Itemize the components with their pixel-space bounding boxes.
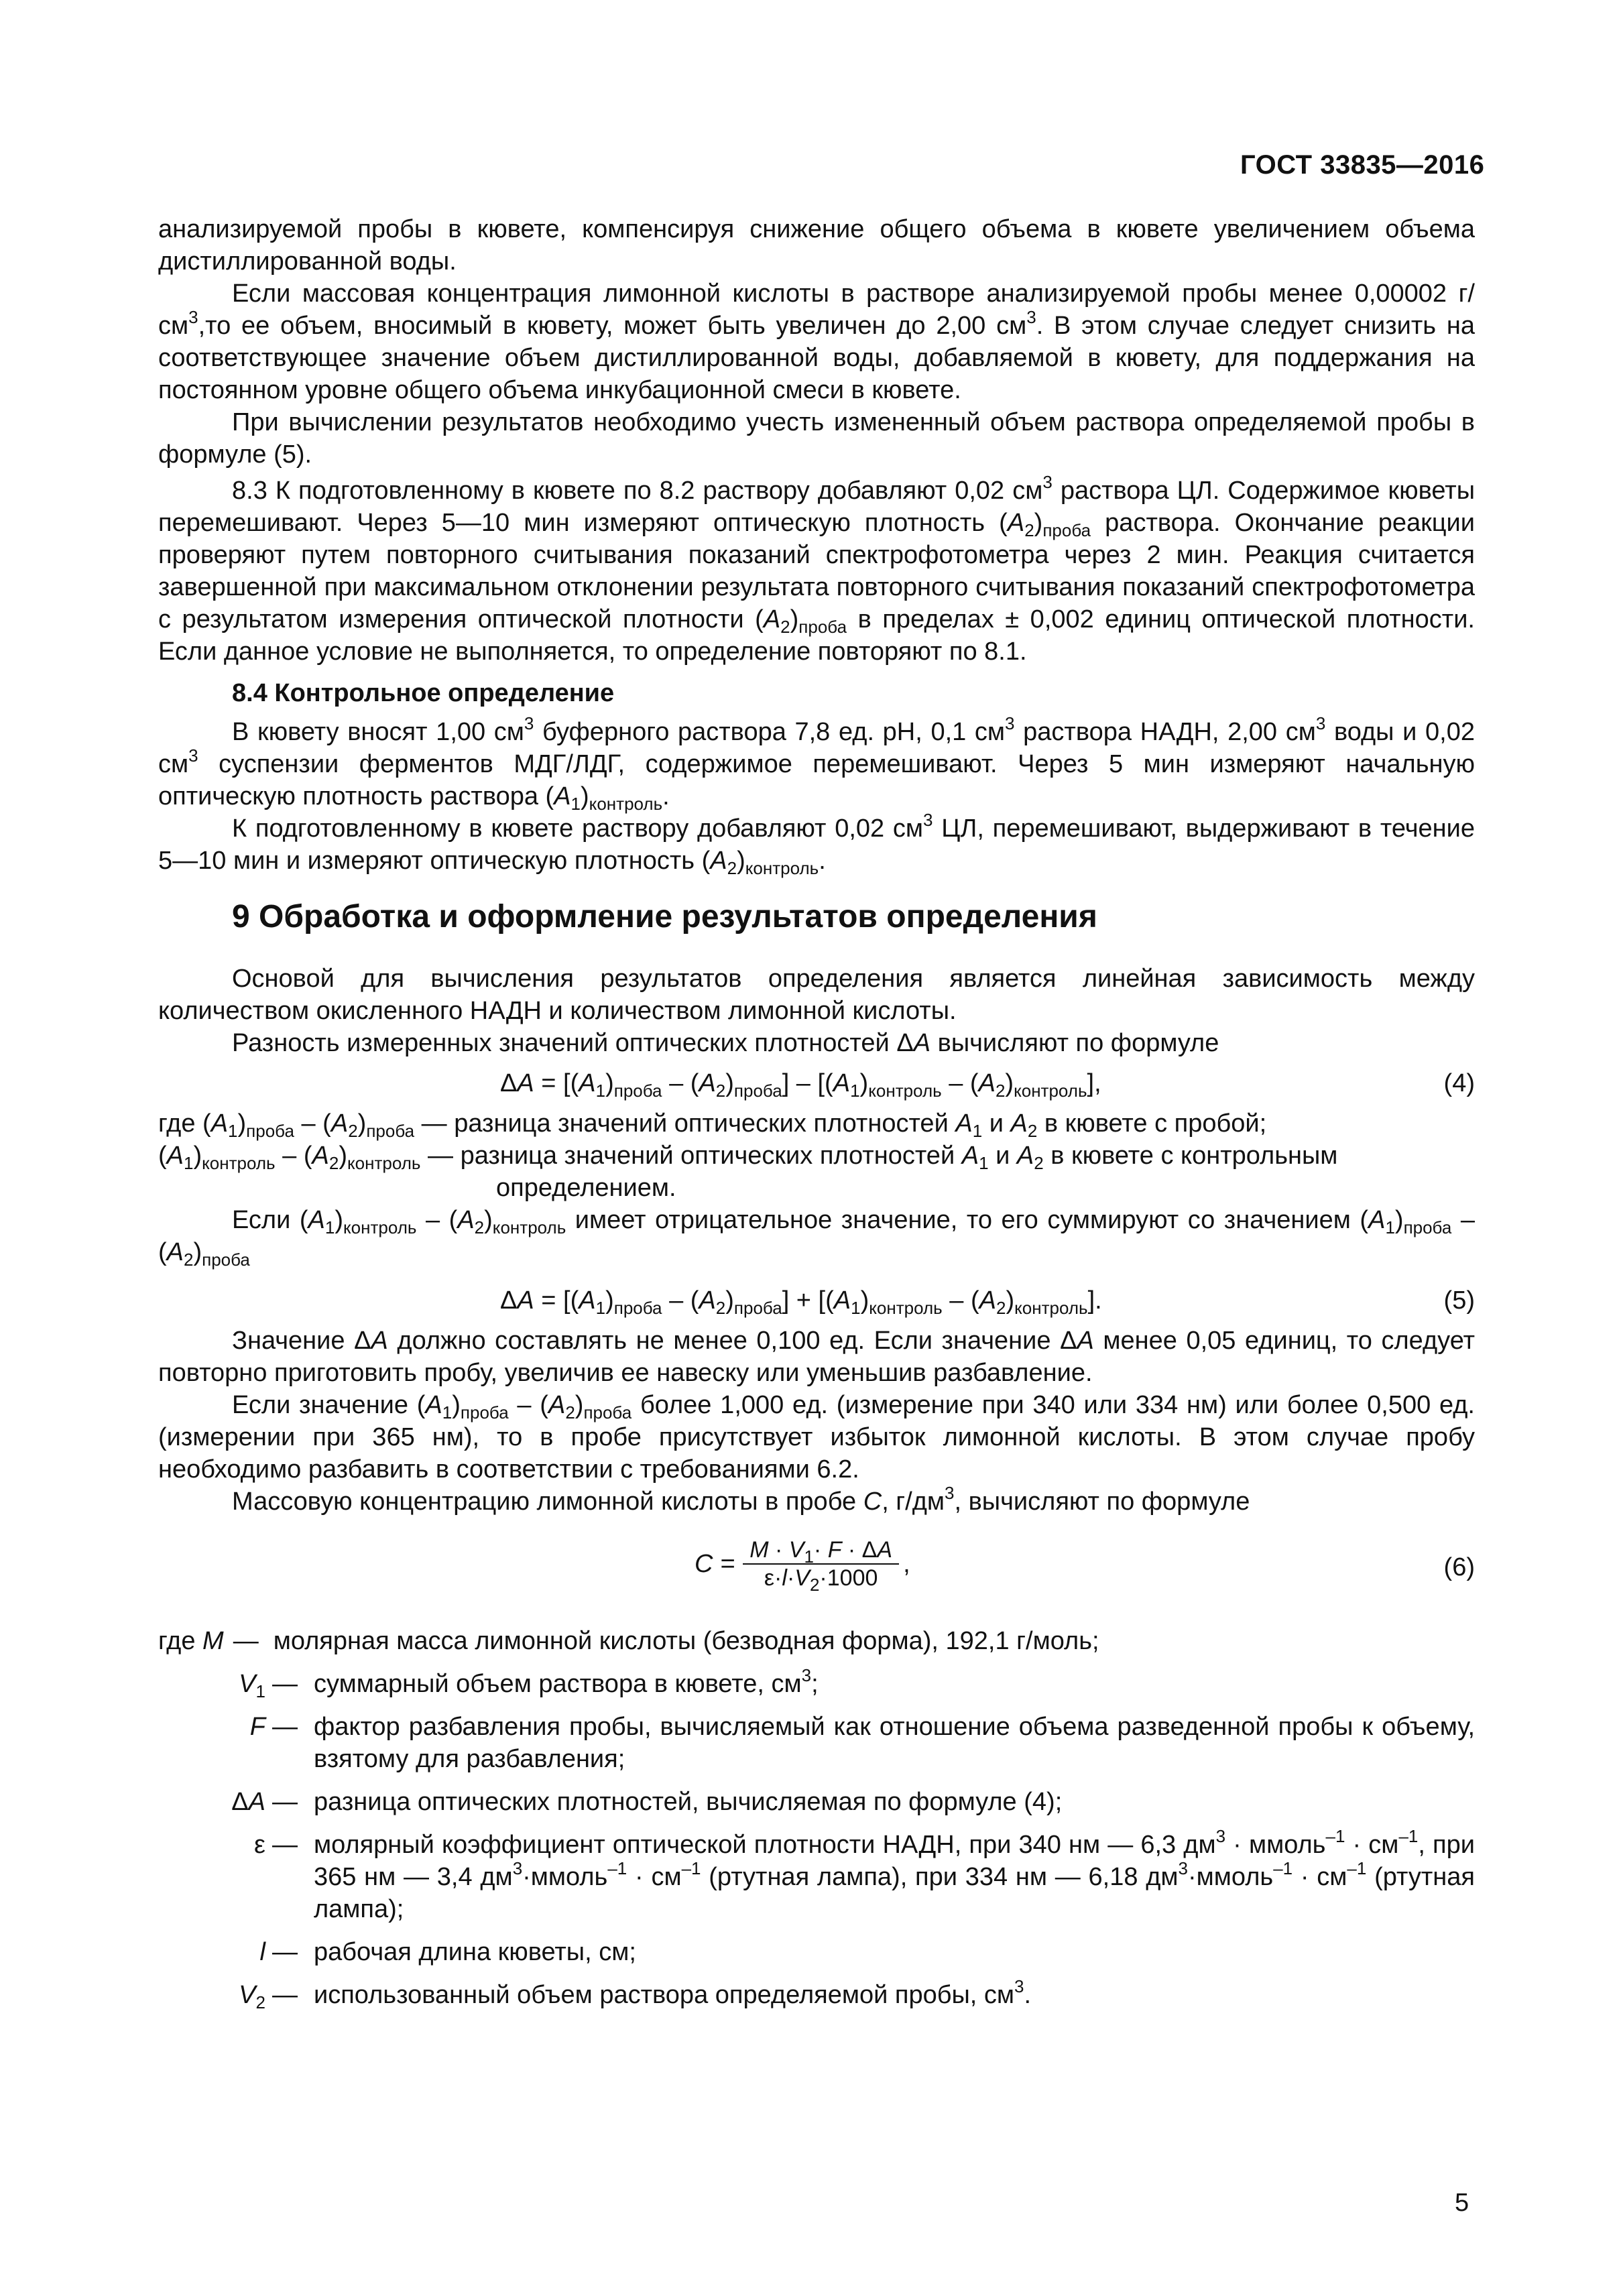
document-body bbox=[158, 213, 1475, 2022]
definition-item: ε — молярный коэффициент оптической плотности НАДН, при 340 нм — 6,3 $дм^3$ · ммоль$^{-1}$ · $см^{-1}$, при 365 нм — 3,4 $дм^3\cdot ммоль^{-1} \cdot см^{-1}$ (ртутная лампа), при 334 нм — 6,18 $дм^3\cdot ммоль^{-1} \cdot см^{-1}$ (ртутная лампа); bbox=[254, 1826, 1475, 1923]
where-row-control-cont: определением. bbox=[496, 1174, 676, 1202]
formula-4 bbox=[158, 1067, 1475, 1099]
paragraph-continuation: анализируемой пробы в кювете, компенсируя снижение общего объема в кювете увеличением объема дистиллированной воды. bbox=[158, 215, 1475, 276]
definition-item: ΔA — разница оптических плотностей, вычисляемая по формуле (4); bbox=[231, 1788, 1063, 1816]
formula-6-expression: C = $\frac{M \cdot V_1\cdot F \cdot \Delta A}{\varepsilon\cdot l\cdot V_2\cdot 1000}$ , bbox=[695, 1537, 910, 1595]
section-9-title: 9 Обработка и оформление результатов определения bbox=[232, 899, 1097, 934]
page-number: 5 bbox=[1455, 2189, 1469, 2217]
paragraph-formula-note: При вычислении результатов необходимо учесть измененный объем раствора определяемой пробы в формуле (5). bbox=[158, 408, 1475, 469]
paragraph-value-limits: Значение ΔA должно составлять не менее 0,100 ед. Если значение ΔA менее 0,05 единиц, то следует повторно приготовить пробу, увеличив ее навеску или уменьшив разбавление. bbox=[158, 1327, 1475, 1387]
document-header: ГОСТ 33835—2016 bbox=[1240, 150, 1485, 180]
formula-6-numerator: $M \cdot V_1\cdot F \cdot \Delta A$ bbox=[743, 1536, 899, 1565]
formula-6-definitions bbox=[158, 1625, 1475, 2011]
heading-8-4: 8.4 Контрольное определение bbox=[232, 679, 615, 707]
paragraph-basis: Основой для вычисления результатов определения является линейная зависимость между количеством окисленного НАДН и количеством лимонной кислоты. bbox=[158, 965, 1475, 1025]
paragraph-excess: Если значение $(A_1)_{проба} - (A_2)_{проба}$ более 1,000 ед. (измерение при 340 или 334 нм) или более 0,500 ед. (измерении при 365 нм), то в пробе присутствует избыток лимонной кислоты. В этом случае пробу необходимо разбавить в соответствии с требованиями 6.2. bbox=[158, 1391, 1475, 1484]
formula-6-fraction bbox=[743, 1536, 899, 1595]
definition-item: $V_1$ — суммарный объем раствора в кювете, $см^3$; bbox=[239, 1665, 819, 1701]
paragraph-citric-acid-concentration: Если массовая концентрация лимонной кислоты в растворе анализируемой пробы менее 0,00002 $г/см^3,то$ ее объем, вносимый в кювету, может быть увеличен до 2,00 $см^3$. В этом случае следует снизить на соответствующее значение объем дистиллированной воды, добавляемой в кювету, для поддержания на постоянном уровне общего объема инкубационной смеси в кювете. bbox=[158, 280, 1475, 404]
paragraph-difference: Разность измеренных значений оптических плотностей ΔA вычисляют по формуле bbox=[232, 1029, 1219, 1057]
formula-4-expression: $\Delta A = [(A_1)_{проба} - (A_2)_{проба}] - [(A_1)_{контроль} - (A_2)_{контроль}]$, bbox=[500, 1069, 1101, 1101]
formula-6-number: (6) bbox=[1443, 1553, 1475, 1581]
formula-6-denominator: $\varepsilon\cdot l\cdot V_2\cdot 1000$ bbox=[764, 1565, 878, 1595]
where-row-proba: где $(A_1)_{проба} - (A_2)_{проба}$ — разница значений оптических плотностей $A_1$ и $A_2$ в кювете с пробой; bbox=[158, 1109, 1267, 1141]
paragraph-8-3: 8.3 К подготовленному в кювете по 8.2 раствору добавляют 0,02 $см^3$ раствора ЦЛ. Содержимое кюветы перемешивают. Через 5—10 мин измеряют оптическую плотность $(A_2)_{проба}$ раствора. Окончание реакции проверяют путем повторного считывания показаний спектрофотометра через 2 мин. Реакция считается завершенной при максимальном отклонении результата повторного считывания показаний спектрофотометра с результатом измерения оптической плотности $(A_2)_{проба}$ в пределах ± 0,002 единиц оптической плотности. Если данное условие не выполняется, то определение повторяют по 8.1. bbox=[158, 472, 1476, 666]
paragraph-negative: Если $(A_1)_{контроль} - (A_2)_{контроль}$ имеет отрицательное значение, то его суммируют со значением $(A_1)_{проба} - (A_2)_{проба}$ bbox=[158, 1206, 1475, 1270]
definition-item: F — фактор разбавления пробы, вычисляемый как отношение объема разведенной пробы к объему, взятому для разбавления; bbox=[249, 1713, 1475, 1773]
paragraph-control-2: К подготовленному в кювете раствору добавляют 0,02 $см^3$ ЦЛ, перемешивают, выдерживают в течение 5—10 мин и измеряют оптическую плотность $(A_2)_{контроль}$. bbox=[158, 810, 1475, 878]
definition-item: $V_2$ — использованный объем раствора определяемой пробы, $см^3$. bbox=[239, 1976, 1032, 2012]
paragraph-control-1: В кювету вносят 1,00 $см^3$ буферного раствора 7,8 ед. pH, 0,1 $см^3$ раствора НАДН, 2,00 $см^3$ воды и 0,02 $см^3$ суспензии ферментов МДГ/ЛДГ, содержимое перемешивают. Через 5 мин измеряют начальную оптическую плотность раствора $(A_1)_{контроль}$. bbox=[158, 713, 1475, 814]
formula-6-lhs: C = bbox=[695, 1550, 735, 1578]
where-row-control: $(A_1)_{контроль} - (A_2)_{контроль}$ — разница значений оптических плотностей $A_1$ и $A_2$ в кювете с контрольным bbox=[158, 1142, 1338, 1173]
formula-4-where bbox=[158, 1107, 1475, 1204]
formula-5-number: (5) bbox=[1443, 1286, 1475, 1315]
formula-4-number: (4) bbox=[1443, 1069, 1475, 1097]
definition-item: где M — молярная масса лимонной кислоты (безводная форма), 192,1 г/моль; bbox=[158, 1627, 1099, 1655]
formula-5 bbox=[158, 1284, 1475, 1317]
formula-5-expression: $\Delta A = [(A_1)_{проба} - (A_2)_{проба}] + [(A_1)_{контроль} - (A_2)_{контроль}]$. bbox=[500, 1286, 1102, 1318]
formula-6 bbox=[158, 1531, 1475, 1605]
definition-item: l — рабочая длина кюветы, см; bbox=[259, 1938, 636, 1966]
paragraph-mass-concentration: Массовую концентрацию лимонной кислоты в пробе C, $г/дм^3$, вычисляют по формуле bbox=[232, 1483, 1250, 1516]
